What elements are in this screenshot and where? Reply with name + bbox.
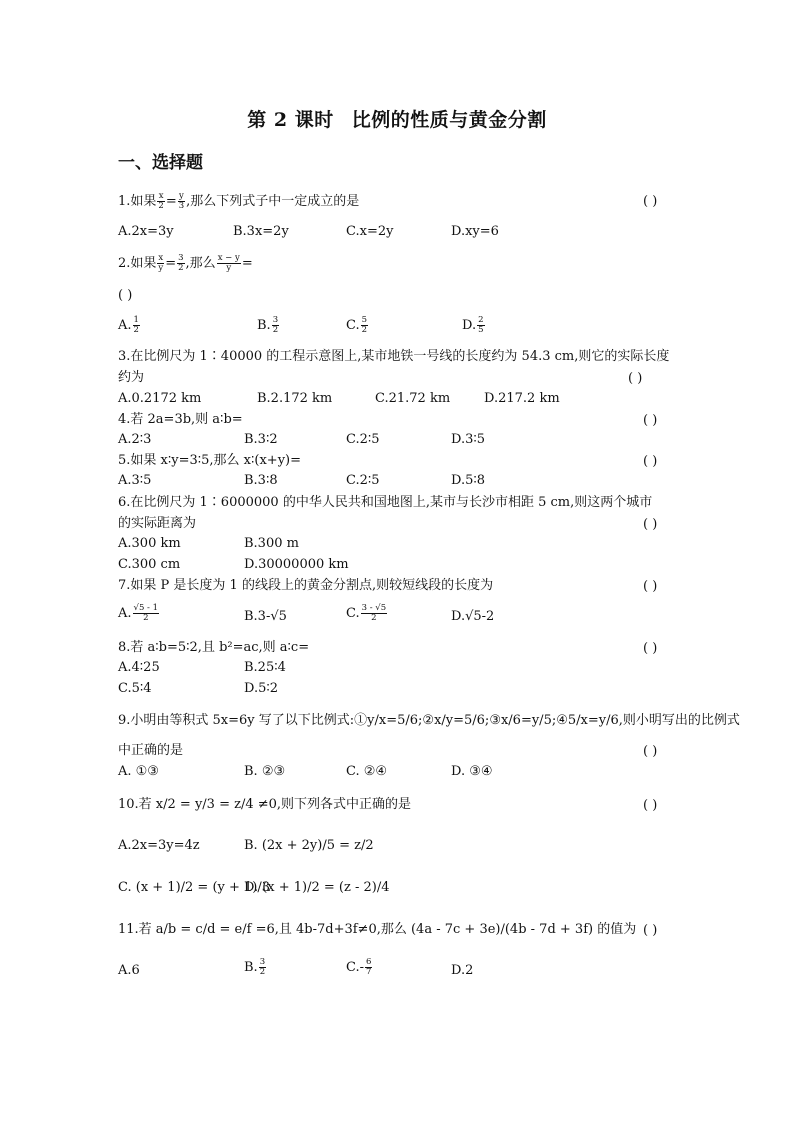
option-d: D. $\frac{2}{5}$ (462, 315, 484, 335)
option-b: B. $\frac{3}{2}$ (257, 315, 279, 335)
option-d: D.5∶8 (451, 473, 486, 488)
option-d: D.√5-2 (451, 609, 495, 624)
option-c: C. $\frac{5}{2}$ (346, 315, 368, 335)
option-b: B.2.172 km (257, 391, 333, 406)
option-a: A.4∶25 (118, 660, 160, 675)
fraction: $\frac{3}{2}$ (178, 253, 184, 273)
answer-bracket: ( ) (643, 798, 658, 813)
fraction: $\frac{x - y}{y}$ (217, 253, 240, 273)
answer-bracket: ( ) (118, 288, 133, 303)
question-2: 2.如果 $\frac{x}{y}$ = $\frac{3}{2}$ ,那么 $\frac{x - y}{y}$ = (118, 253, 253, 273)
option-c: C.300 cm (118, 557, 181, 572)
option-a: A. ①③ (118, 764, 159, 779)
option-b: B.3∶2 (244, 432, 278, 447)
answer-bracket: ( ) (643, 517, 658, 532)
option-b: B. (2x + 2y)/5 = z/2 (244, 838, 374, 853)
option-c: C.2∶5 (346, 432, 380, 447)
answer-bracket: ( ) (643, 194, 658, 209)
question-3: 3.在比例尺为 1∶40000 的工程示意图上,某市地铁一号线的长度约为 54.3 cm,则它的实际长度 (118, 349, 670, 364)
answer-bracket: ( ) (643, 579, 658, 594)
question-7: 7.如果 P 是长度为 1 的线段上的黄金分割点,则较短线段的长度为 (118, 578, 494, 593)
option-c: C. $\frac{3 - √5}{2}$ (346, 603, 387, 623)
section-heading: 一、选择题 (118, 153, 203, 173)
option-b: B.3∶8 (244, 473, 278, 488)
option-a: A.2∶3 (118, 432, 152, 447)
question-3-cont: 约为 (118, 370, 145, 385)
option-b: B.300 m (244, 536, 299, 551)
page-title (0, 105, 794, 132)
option-a: A.0.2172 km (118, 391, 202, 406)
option-b: B.3x=2y (233, 224, 289, 239)
fraction: $\frac{y}{3}$ (178, 191, 185, 211)
option-c: C. (x + 1)/2 = (y + 1)/3 (118, 880, 271, 895)
lesson-label: 第 2 课时 (247, 109, 334, 131)
question-9: 9.小明由等积式 5x=6y 写了以下比例式:①y/x=5/6;②x/y=5/6;③x/6=y/5;④5/x=y/6,则小明写出的比例式 (118, 713, 740, 728)
question-6: 6.在比例尺为 1∶6000000 的中华人民共和国地图上,某市与长沙市相距 5 cm,则这两个城市 (118, 495, 653, 510)
question-1: 1.如果 $\frac{x}{2}$ = $\frac{y}{3}$ ,那么下列式子中一定成立的是 (118, 191, 360, 211)
option-d: D.2 (451, 963, 474, 978)
option-c: C.2∶5 (346, 473, 380, 488)
question-9-cont: 中正确的是 (118, 743, 184, 758)
option-d: D.xy=6 (451, 224, 499, 239)
option-c: C.21.72 km (375, 391, 451, 406)
option-a: A. $\frac{1}{2}$ (118, 315, 139, 335)
question-4: 4.若 2a=3b,则 a∶b= (118, 412, 243, 427)
option-c: C.5∶4 (118, 681, 152, 696)
question-8: 8.若 a∶b=5∶2,且 b²=ac,则 a∶c= (118, 640, 310, 655)
option-d: D.3∶5 (451, 432, 486, 447)
option-d: D.5∶2 (244, 681, 279, 696)
option-d: D.217.2 km (484, 391, 560, 406)
option-b: B.3-√5 (244, 609, 287, 624)
option-c: C. ②④ (346, 764, 388, 779)
lesson-topic: 比例的性质与黄金分割 (351, 109, 547, 131)
option-b: B. ②③ (244, 764, 286, 779)
answer-bracket: ( ) (643, 641, 658, 656)
question-6-cont: 的实际距离为 (118, 516, 197, 531)
option-a: A.2x=3y=4z (118, 838, 200, 853)
answer-bracket: ( ) (643, 454, 658, 469)
option-d: D.30000000 km (244, 557, 349, 572)
option-d: D. ③④ (451, 764, 493, 779)
option-a: A.300 km (118, 536, 181, 551)
option-a: A.2x=3y (118, 224, 174, 239)
option-a: A.3∶5 (118, 473, 152, 488)
option-a: A. $\frac{√5 - 1}{2}$ (118, 603, 159, 623)
fraction: $\frac{x}{2}$ (158, 191, 164, 211)
option-b: B. $\frac{3}{2}$ (244, 957, 266, 977)
question-5: 5.如果 x∶y=3∶5,那么 x∶(x+y)= (118, 453, 301, 468)
option-b: B.25∶4 (244, 660, 286, 675)
fraction: $\frac{x}{y}$ (158, 253, 164, 273)
question-11: 11.若 a/b = c/d = e/f =6,且 4b-7d+3f≠0,那么 (4a - 7c + 3e)/(4b - 7d + 3f) 的值为 (118, 922, 637, 937)
answer-bracket: ( ) (643, 744, 658, 759)
answer-bracket: ( ) (643, 923, 658, 938)
question-10: 10.若 x/2 = y/3 = z/4 ≠0,则下列各式中正确的是 (118, 797, 412, 812)
answer-bracket: ( ) (628, 371, 643, 386)
option-c: C.x=2y (346, 224, 394, 239)
answer-bracket: ( ) (643, 413, 658, 428)
option-d: D. (x + 1)/2 = (z - 2)/4 (244, 880, 390, 895)
option-c: C.- $\frac{6}{7}$ (346, 957, 372, 977)
option-a: A.6 (118, 963, 140, 978)
